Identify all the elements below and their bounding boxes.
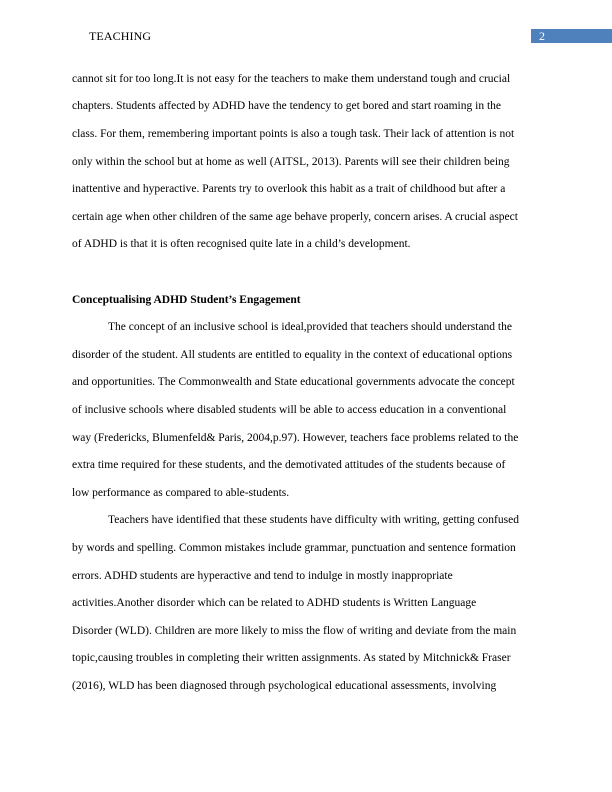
text-line: of inclusive schools where disabled students will be able to access education in a conventional: [72, 404, 507, 416]
text-line: The concept of an inclusive school is ideal,provided that teachers should understand the: [108, 321, 512, 333]
text-line: class. For them, remembering important points is also a tough task. Their lack of attention is not: [72, 128, 515, 140]
text-line: Disorder (WLD). Children are more likely to miss the flow of writing and deviate from the main: [72, 625, 517, 637]
text-line: (2016), WLD has been diagnosed through psychological educational assessments, involving: [72, 680, 497, 692]
text-line: of ADHD is that it is often recognised quite late in a child’s development.: [72, 238, 411, 250]
header-title: TEACHING: [89, 29, 152, 43]
text-line: topic,causing troubles in completing their written assignments. As stated by Mitchnick& Fraser: [72, 652, 511, 664]
text-line: way (Fredericks, Blumenfeld& Paris, 2004,p.97). However, teachers face problems related to the: [72, 432, 519, 444]
text-line: certain age when other children of the same age behave properly, concern arises. A crucial aspect: [72, 211, 518, 223]
page-number-box: [531, 29, 612, 43]
text-line: only within the school but at home as well (AITSL, 2013). Parents will see their children being: [72, 156, 510, 168]
text-line: cannot sit for too long.It is not easy for the teachers to make them understand tough and crucial: [72, 73, 511, 85]
text-line: extra time required for these students, and the demotivated attitudes of the students because of: [72, 459, 506, 471]
page-number: 2: [539, 29, 545, 43]
text-line: Teachers have identified that these students have difficulty with writing, getting confused: [108, 514, 519, 526]
text-line: and opportunities. The Commonwealth and State educational governments advocate the concept: [72, 376, 515, 388]
text-line: chapters. Students affected by ADHD have the tendency to get bored and start roaming in the: [72, 100, 501, 112]
text-line: disorder of the student. All students are entitled to equality in the context of educational options: [72, 349, 513, 361]
text-line: inattentive and hyperactive. Parents try to overlook this habit as a trait of childhood but after a: [72, 183, 506, 195]
text-line: low performance as compared to able-students.: [72, 487, 290, 499]
section-heading: Conceptualising ADHD Student’s Engagement: [72, 294, 301, 306]
text-line: by words and spelling. Common mistakes include grammar, punctuation and sentence formation: [72, 542, 516, 554]
text-line: activities.Another disorder which can be related to ADHD students is Written Language: [72, 597, 477, 609]
text-line: errors. ADHD students are hyperactive and tend to indulge in mostly inappropriate: [72, 570, 453, 582]
